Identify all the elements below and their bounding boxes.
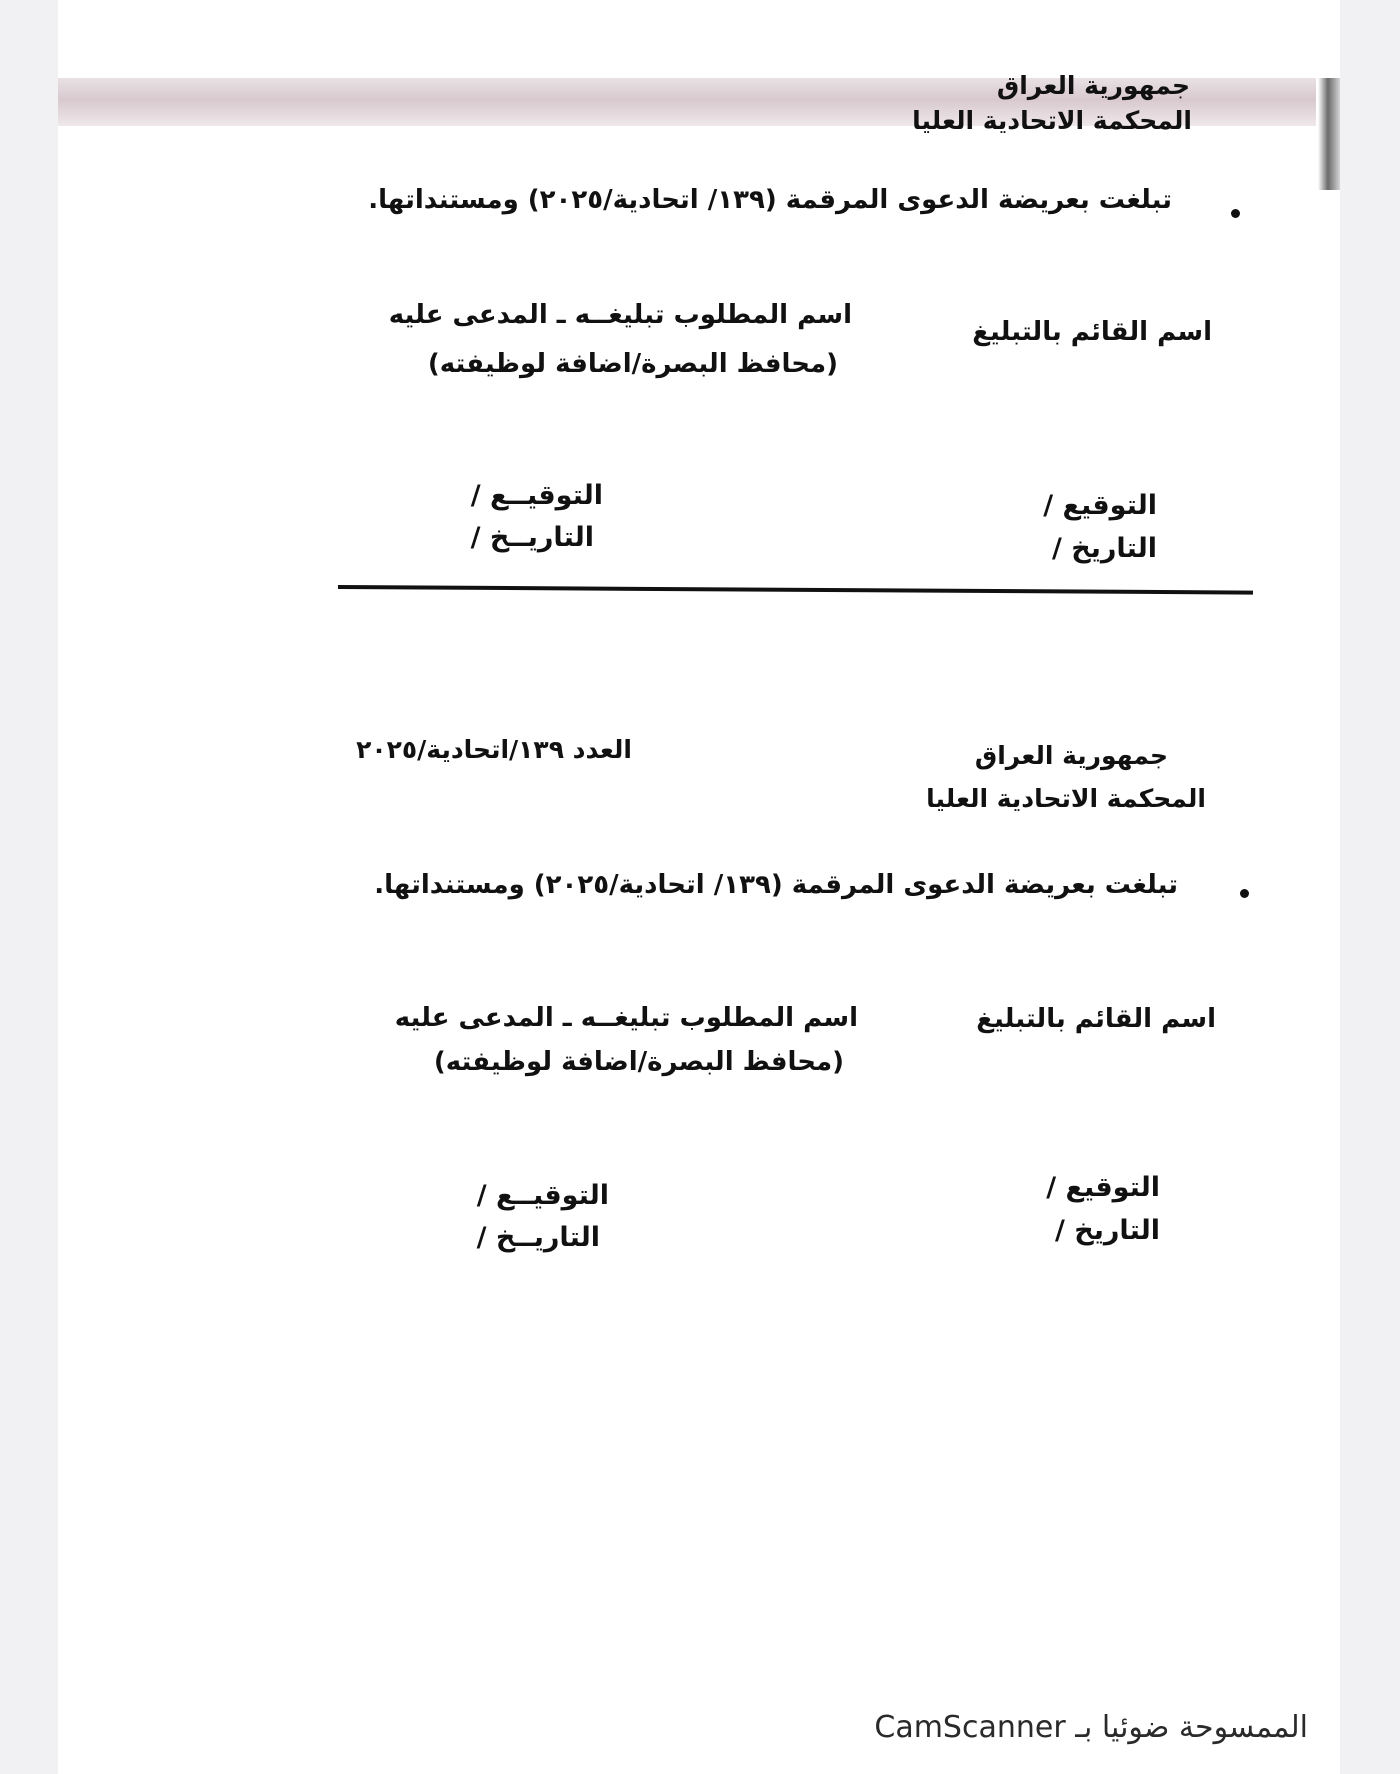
- notice-text: تبلغت بعريضة الدعوى المرقمة (١٣٩/ اتحادية/٢٠٢٥) ومستنداتها.: [374, 870, 1178, 900]
- right-signature-line: التوقيع /: [1043, 490, 1157, 521]
- bullet: [1231, 209, 1240, 218]
- camscanner-watermark: الممسوحة ضوئيا بـ CamScanner: [874, 1710, 1308, 1745]
- notifier-label: اسم القائم بالتبليغ: [972, 317, 1212, 347]
- respondent-name: (محافظ البصرة/اضافة لوظيفته): [433, 1047, 844, 1077]
- header-republic: جمهورية العراق: [996, 71, 1190, 100]
- respondent-label: اسم المطلوب تبليغــه ـ المدعى عليه: [394, 1003, 858, 1033]
- scan-edge: [1318, 78, 1340, 190]
- left-signature-line: التوقيــع /: [476, 1180, 609, 1211]
- right-date-line: التاريخ /: [1055, 1215, 1160, 1246]
- respondent-name: (محافظ البصرة/اضافة لوظيفته): [427, 349, 838, 379]
- right-date-line: التاريخ /: [1052, 533, 1157, 564]
- bullet: [1240, 889, 1249, 898]
- right-signature-line: التوقيع /: [1046, 1172, 1160, 1203]
- case-number: العدد ١٣٩/اتحادية/٢٠٢٥: [356, 735, 632, 764]
- left-date-line: التاريــخ /: [476, 1222, 600, 1253]
- left-signature-line: التوقيــع /: [470, 480, 603, 511]
- left-date-line: التاريــخ /: [470, 522, 594, 553]
- respondent-label: اسم المطلوب تبليغــه ـ المدعى عليه: [388, 300, 852, 330]
- notice-text: تبلغت بعريضة الدعوى المرقمة (١٣٩/ اتحادية/٢٠٢٥) ومستنداتها.: [368, 185, 1172, 215]
- header-court: المحكمة الاتحادية العليا: [926, 784, 1206, 813]
- header-court: المحكمة الاتحادية العليا: [912, 106, 1192, 135]
- header-republic: جمهورية العراق: [974, 741, 1168, 770]
- notifier-label: اسم القائم بالتبليغ: [976, 1004, 1216, 1034]
